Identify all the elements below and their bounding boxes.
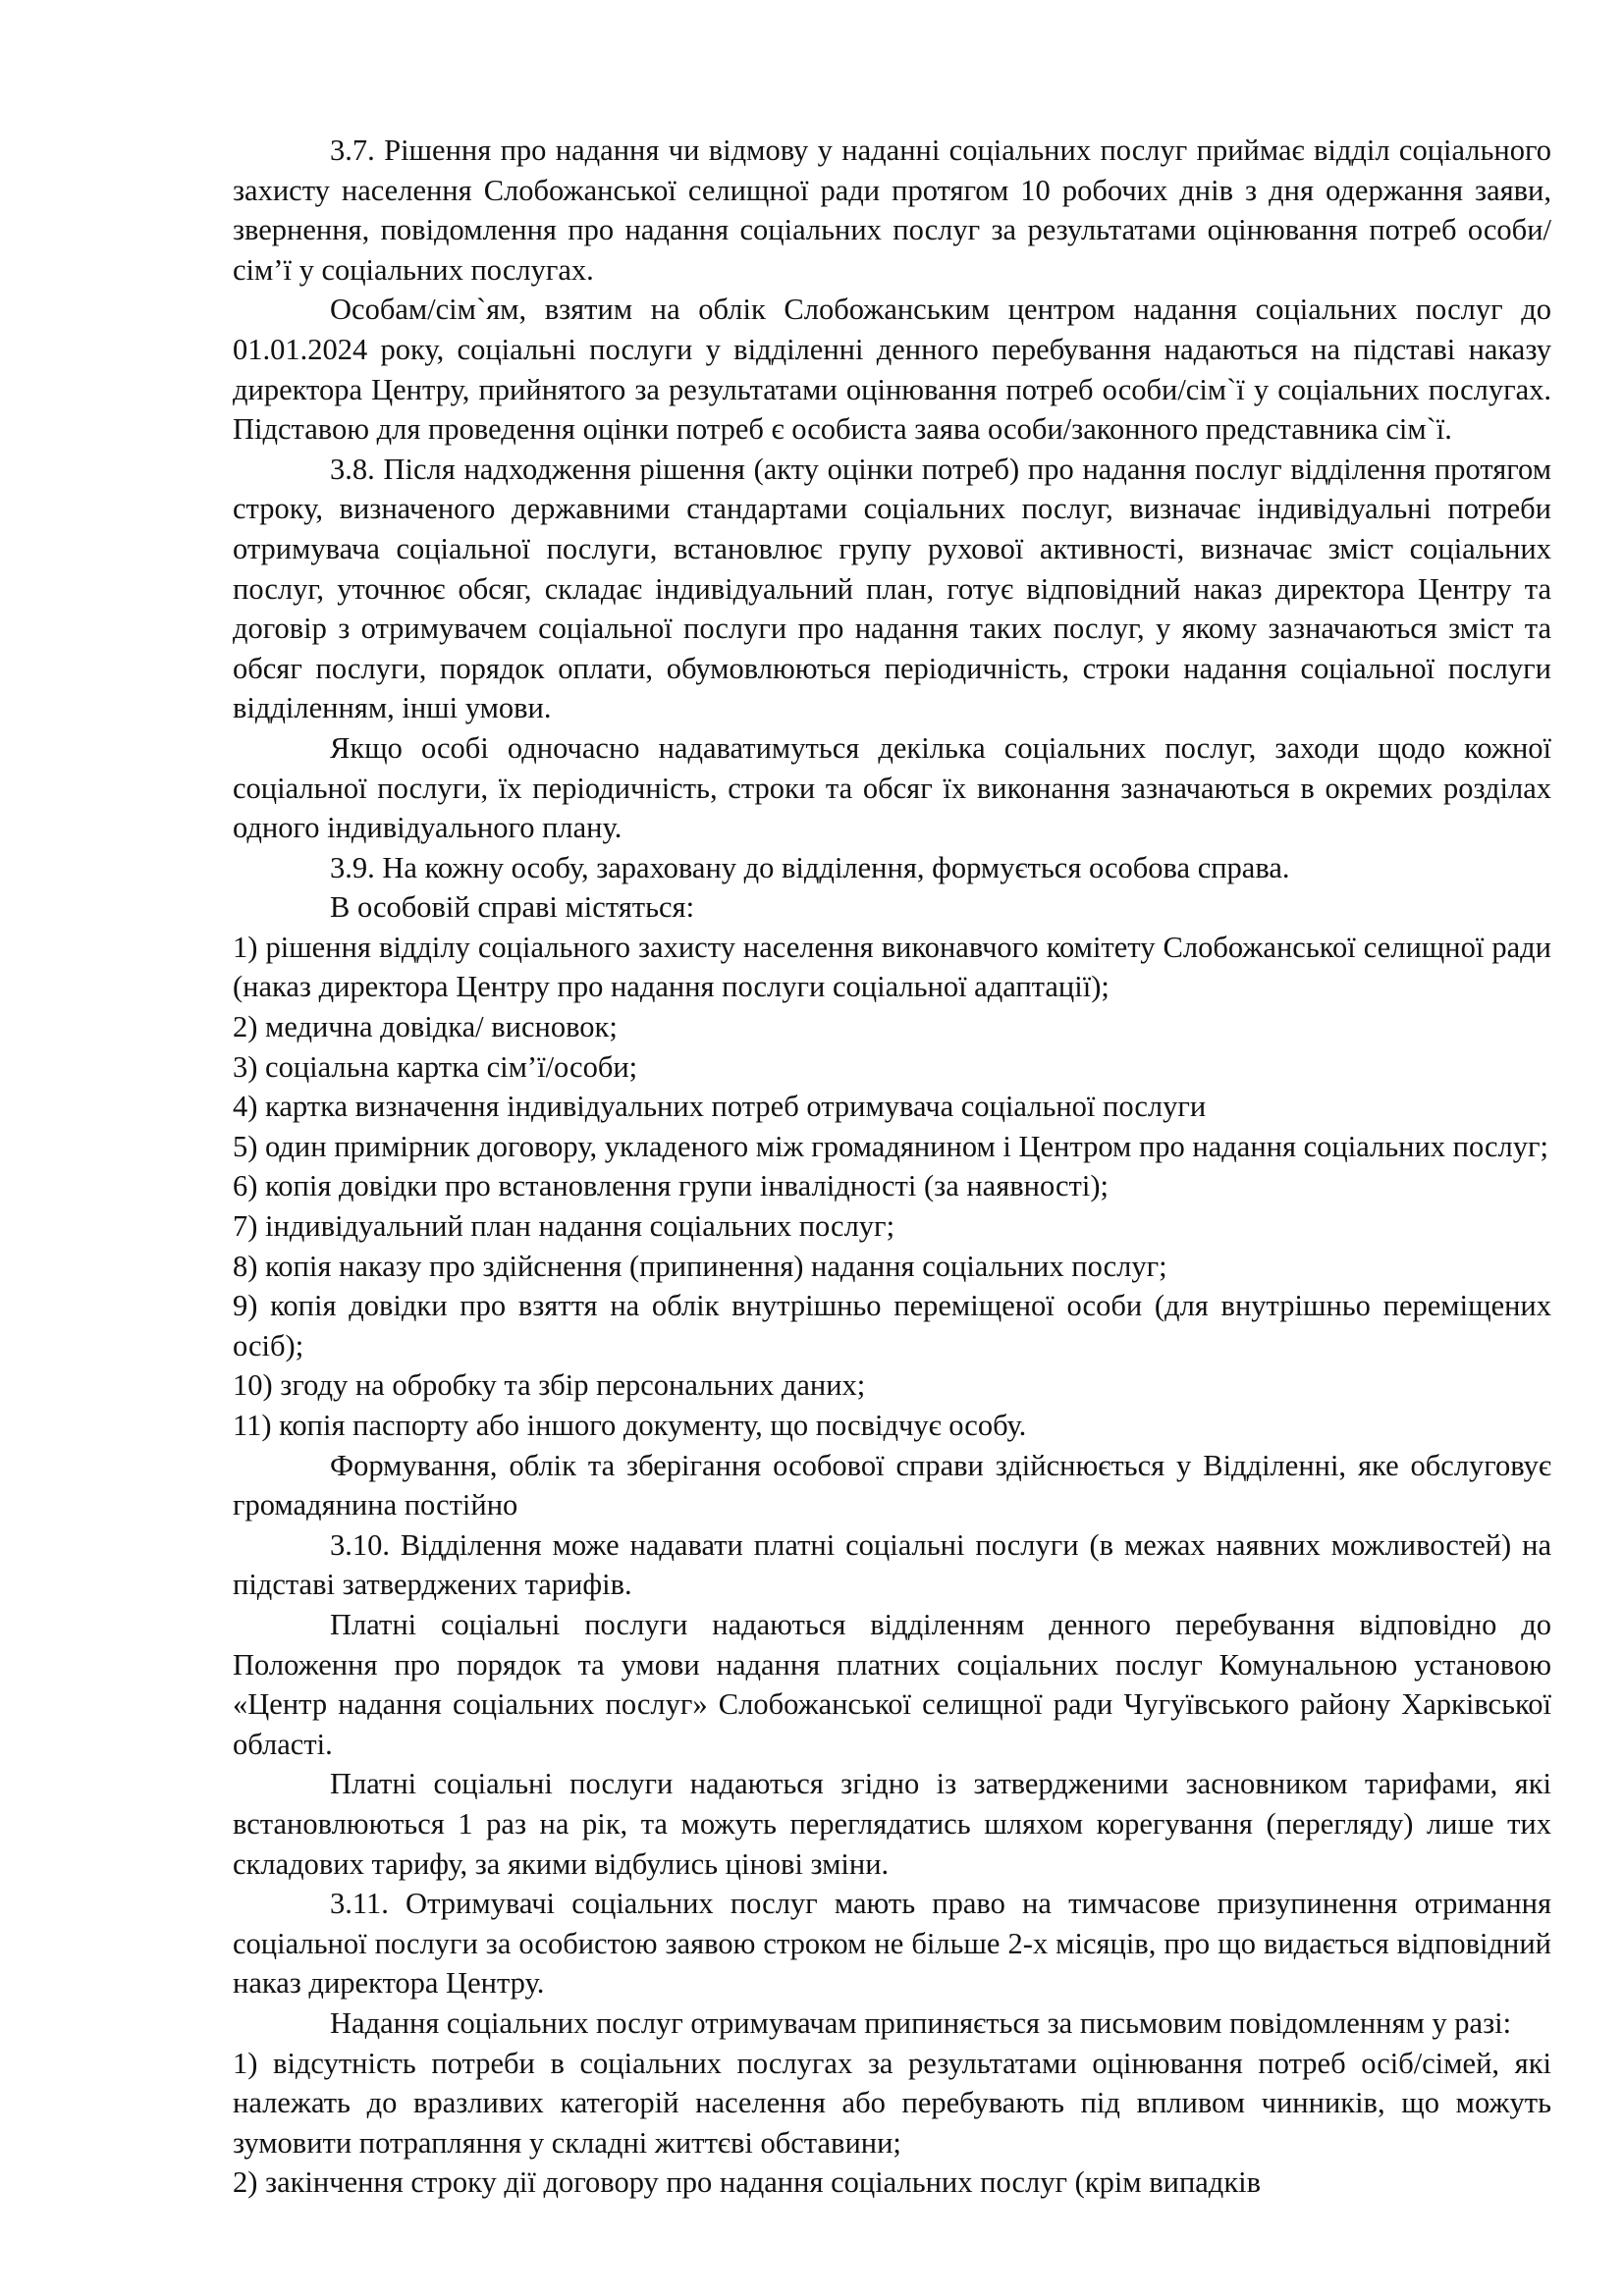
paragraph-termination-heading: Надання соціальних послуг отримувачам припиняється за письмовим повідомленням у разі: bbox=[330, 2005, 1512, 2040]
list-item: 2) закінчення строку дії договору про надання соціальних послуг (крім випадків bbox=[233, 2165, 1262, 2200]
list-item: 6) копія довідки про встановлення групи інвалідності (за наявності); bbox=[233, 1169, 1109, 1203]
list-item: 10) згоду на обробку та збір персональних даних; bbox=[233, 1368, 866, 1403]
paragraph-file-storage: Формування, облік та зберігання особової справи здійснюється у Відділенні, яке обслуговує громадянина постійно bbox=[233, 1448, 1551, 1522]
list-item: 4) картка визначення індивідуальних потреб отримувача соціальної послуги bbox=[233, 1090, 1207, 1124]
list-item: 1) відсутність потреби в соціальних послугах за результатами оцінювання потреб осіб/сімей, які належать до вразливих категорій населення або перебувають під впливом чинників, що можуть зумовити потрапляння у складні життєві обставини; bbox=[233, 2046, 1551, 2160]
list-item: 11) копія паспорту або іншого документу, що посвідчує особу. bbox=[233, 1409, 1027, 1442]
paragraph-paid-services-regulation: Платні соціальні послуги надаються відділенням денного перебування відповідно до Положення про порядок та умови надання платних соціальних послуг Комунальною установою «Центр надання соціальних послуг» Слобожанської селищної ради Чугуївського району Харківської області. bbox=[233, 1607, 1551, 1761]
paragraph-3-9: 3.9. На кожну особу, зараховану до відділення, формується особова справа. bbox=[330, 850, 1290, 884]
paragraph-3-11: 3.11. Отримувачі соціальних послуг мають право на тимчасове призупинення отримання соціальної послуги за особистою заявою строком не більше 2-х місяців, про що видається відповідний наказ директора Центру. bbox=[233, 1887, 1551, 2001]
list-item: 2) медична довідка/ висновок; bbox=[233, 1010, 618, 1044]
document-page bbox=[233, 131, 1551, 2203]
list-item: 3) соціальна картка сім’ї/особи; bbox=[233, 1049, 638, 1084]
paragraph-registered-persons: Особам/сім`ям, взятим на облік Слобожанським центром надання соціальних послуг до 01.01.2024 року, соціальні послуги у відділенні денного перебування надаються на підставі наказу директора Центру, прийнятого за результатами оцінювання потреб особи/сім`ї у соціальних послугах. Підставою для проведення оцінки потреб є особиста заява особи/законного представника сім`ї. bbox=[233, 293, 1551, 447]
paragraph-paid-services-tariffs: Платні соціальні послуги надаються згідно із затвердженими засновником тарифами, які встановлюються 1 раз на рік, та можуть переглядатись шляхом корегування (перегляду) лише тих складових тарифу, за якими відбулись цінові зміни. bbox=[233, 1767, 1551, 1881]
list-item: 5) один примірник договору, укладеного між громадянином і Центром про надання соціальних послуг; bbox=[233, 1129, 1548, 1163]
list-item: 8) копія наказу про здійснення (припинення) надання соціальних послуг; bbox=[233, 1249, 1167, 1283]
list-item: 9) копія довідки про взяття на облік внутрішньо переміщеної особи (для внутрішньо переміщених осіб); bbox=[233, 1289, 1551, 1362]
paragraph-3-7: 3.7. Рішення про надання чи відмову у наданні соціальних послуг приймає відділ соціального захисту населення Слобожанської селищної ради протягом 10 робочих днів з дня одержання заяви, звернення, повідомлення про надання соціальних послуг за результатами оцінювання потреб особи/сім’ї у соціальних послугах. bbox=[233, 133, 1551, 287]
paragraph-multiple-services: Якщо особі одночасно надаватимуться декілька соціальних послуг, заходи щодо кожної соціальної послуги, їх періодичність, строки та обсяг їх виконання зазначаються в окремих розділах одного індивідуального плану. bbox=[233, 730, 1551, 845]
paragraph-file-contents-heading: В особовій справі містяться: bbox=[330, 890, 695, 925]
list-item: 1) рішення відділу соціального захисту населення виконавчого комітету Слобожанської селищної ради (наказ директора Центру про надання послуги соціальної адаптації); bbox=[233, 930, 1551, 1004]
list-item: 7) індивідуальний план надання соціальних послуг; bbox=[233, 1209, 895, 1244]
paragraph-3-8: 3.8. Після надходження рішення (акту оцінки потреб) про надання послуг відділення протягом строку, визначеного державними стандартами соціальних послуг, визначає індивідуальні потреби отримувача соціальної послуги, встановлює групу рухової активності, визначає зміст соціальних послуг, уточнює обсяг, складає індивідуальний план, готує відповідний наказ директора Центру та договір з отримувачем соціальної послуги про надання таких послуг, у якому зазначаються зміст та обсяг послуги, порядок оплати, обумовлюються періодичність, строки надання соціальної послуги відділенням, інші умови. bbox=[233, 452, 1551, 725]
paragraph-3-10: 3.10. Відділення може надавати платні соціальні послуги (в межах наявних можливостей) на підставі затверджених тарифів. bbox=[233, 1527, 1551, 1602]
